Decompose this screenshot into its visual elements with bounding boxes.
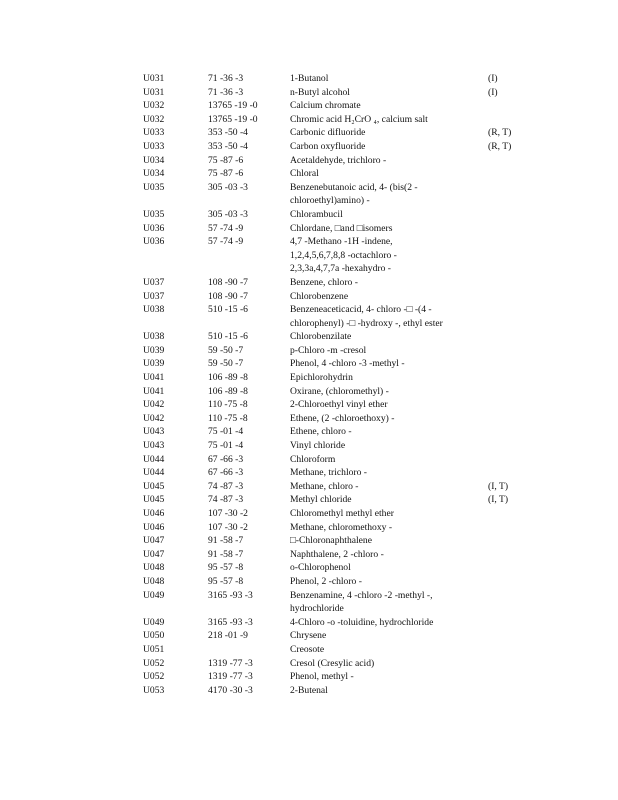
cas-number: 13765 -19 -0 [208,100,258,112]
cas-number: 3165 -93 -3 [208,589,253,601]
waste-code: U051 [143,643,165,655]
waste-code: U052 [143,671,165,683]
cas-number: 59 -50 -7 [208,344,244,356]
substance-name [290,629,488,643]
waste-code: U048 [143,562,165,574]
hazardous-waste-table [143,72,528,697]
hazard-code [488,466,528,480]
cas-number: 67 -66 -3 [208,453,244,465]
table-row [143,303,528,330]
substance-name-line: 2,3,3a,4,7,7a -hexahydro - [290,263,391,275]
substance-name-line: Carbonic difluoride [290,127,366,139]
substance-name [290,385,488,399]
substance-name [290,154,488,168]
substance-name-line: 2-Chloroethyl vinyl ether [290,399,388,411]
hazard-code [488,181,528,208]
hazard-code [488,371,528,385]
substance-name-line: 1-Butanol [290,73,329,84]
substance-name-line: Naphthalene, 2 -chloro - [290,548,384,560]
table-row [143,589,528,616]
substance-name-line: n-Butyl alcohol [290,86,350,98]
table-row [143,493,528,507]
hazard-code [488,330,528,344]
hazard-code [488,344,528,358]
cas-number: 13765 -19 -0 [208,113,258,125]
substance-name-line: Methane, chloro - [290,480,359,492]
substance-name-line: □-Chloronaphthalene [290,535,372,547]
table-row [143,86,528,100]
waste-code: U047 [143,535,165,547]
hazard-code: (R, T) [488,140,512,152]
waste-code: U037 [143,276,165,288]
waste-code: U045 [143,480,165,492]
hazard-code [488,412,528,426]
table-row [143,235,528,276]
cas-number: 75 -01 -4 [208,440,244,452]
table-row [143,453,528,467]
table-row [143,99,528,113]
cas-number [208,643,290,657]
waste-code: U034 [143,154,165,166]
substance-name [290,534,488,548]
substance-name-line: o-Chlorophenol [290,562,351,574]
substance-name-line: Chloromethyl methyl ether [290,508,394,519]
table-row [143,140,528,154]
substance-name [290,493,488,507]
cas-number: 75 -87 -6 [208,168,244,180]
hazard-code [488,357,528,371]
waste-code: U044 [143,467,165,479]
waste-code: U044 [143,453,165,465]
waste-code: U053 [143,684,165,696]
hazard-code [488,167,528,181]
hazard-code [488,575,528,589]
waste-code: U047 [143,548,165,560]
waste-code: U031 [143,86,165,98]
hazard-code [488,684,528,698]
substance-name [290,398,488,412]
cas-number: 106 -89 -8 [208,385,248,397]
table-row [143,167,528,181]
hazard-code [488,453,528,467]
substance-name [290,670,488,684]
waste-code: U037 [143,290,165,302]
cas-number: 108 -90 -7 [208,290,248,302]
substance-name [290,181,488,208]
waste-code: U043 [143,440,165,452]
substance-name [290,521,488,535]
table-row [143,330,528,344]
waste-code: U032 [143,100,165,112]
cas-number: 1319 -77 -3 [208,657,253,669]
substance-name-line: chloroethyl)amino) - [290,195,370,207]
table-row [143,439,528,453]
substance-name [290,453,488,467]
substance-name-line: Oxirane, (chloromethyl) - [290,385,389,397]
waste-code: U048 [143,575,165,587]
table-row [143,466,528,480]
substance-name-line: Epichlorohydrin [290,372,353,384]
cas-number: 353 -50 -4 [208,127,248,139]
cas-number: 4170 -30 -3 [208,684,253,696]
substance-name [290,480,488,494]
hazard-code: (I, T) [488,480,509,492]
cas-number: 305 -03 -3 [208,181,248,193]
table-row [143,643,528,657]
substance-name-line: Cresol (Cresylic acid) [290,657,375,669]
waste-code: U049 [143,616,165,628]
substance-name-line: Chromic acid H₂CrO ₄, calcium salt [290,113,428,125]
cas-number: 3165 -93 -3 [208,616,253,628]
waste-code: U052 [143,657,165,669]
hazard-code [488,303,528,330]
hazard-code [488,521,528,535]
cas-number: 91 -58 -7 [208,535,244,547]
substance-name [290,643,488,657]
waste-code: U038 [143,304,165,316]
cas-number: 110 -75 -8 [208,399,248,411]
table-row [143,575,528,589]
hazard-code [488,548,528,562]
hazard-code [488,589,528,616]
hazard-code: (I) [488,86,498,98]
substance-name-line: Phenol, 4 -chloro -3 -methyl - [290,358,405,370]
hazard-code: (I) [488,73,498,84]
substance-name [290,507,488,521]
table-row [143,72,528,86]
table-row [143,548,528,562]
cas-number: 110 -75 -8 [208,412,248,424]
waste-code: U041 [143,372,165,384]
table-row [143,371,528,385]
waste-code: U050 [143,630,165,642]
cas-number: 107 -30 -2 [208,521,248,533]
substance-name-line: chlorophenyl) -□ -hydroxy -, ethyl ester [290,317,443,329]
substance-name [290,99,488,113]
substance-name [290,371,488,385]
substance-name [290,425,488,439]
substance-name-line: hydrochloride [290,603,344,615]
hazard-code [488,99,528,113]
cas-number: 71 -36 -3 [208,86,244,98]
substance-name-line: Chlorobenzilate [290,331,352,343]
waste-code: U049 [143,589,165,601]
hazard-code [488,154,528,168]
substance-name-line: Benzeneaceticacid, 4- chloro -□ -(4 - [290,304,432,316]
substance-name-line: p-Chloro -m -cresol [290,344,367,356]
substance-name-line: Chloral [290,168,319,180]
table-row [143,181,528,208]
substance-name-line: Phenol, 2 -chloro - [290,575,362,587]
waste-code: U043 [143,426,165,438]
substance-name [290,575,488,589]
waste-code: U039 [143,344,165,356]
hazard-code [488,507,528,521]
table-row [143,126,528,140]
hazard-code [488,629,528,643]
substance-name-line: Chlorobenzene [290,290,349,302]
waste-code: U041 [143,385,165,397]
substance-name [290,113,488,127]
waste-code: U032 [143,113,165,125]
substance-name-line: Carbon oxyfluoride [290,140,366,152]
substance-name-line: Chloroform [290,453,336,465]
substance-name-line: Chlorambucil [290,208,343,220]
substance-name [290,86,488,100]
substance-name-line: 1,2,4,5,6,7,8,8 -octachloro - [290,249,397,261]
table-row [143,113,528,127]
hazard-code: (R, T) [488,127,512,139]
table-row [143,616,528,630]
cas-number: 71 -36 -3 [208,73,244,84]
waste-code: U035 [143,208,165,220]
substance-name [290,357,488,371]
substance-name-line: Benzenamine, 4 -chloro -2 -methyl -, [290,589,433,601]
substance-name [290,126,488,140]
hazard-code [488,561,528,575]
substance-name-line: Chrysene [290,630,327,642]
cas-number: 95 -57 -8 [208,562,244,574]
substance-name [290,344,488,358]
hazard-code [488,534,528,548]
substance-name [290,330,488,344]
substance-name [290,684,488,698]
cas-number: 305 -03 -3 [208,208,248,220]
waste-code: U038 [143,331,165,343]
substance-name-line: Acetaldehyde, trichloro - [290,154,387,166]
substance-name [290,222,488,236]
table-row [143,425,528,439]
substance-name [290,72,488,86]
table-body [143,72,528,697]
table-row [143,534,528,548]
hazard-code [488,398,528,412]
substance-name [290,235,488,276]
table-row [143,684,528,698]
substance-name-line: 4-Chloro -o -toluidine, hydrochloride [290,616,434,628]
cas-number: 107 -30 -2 [208,508,248,519]
hazard-code [488,657,528,671]
cas-number: 59 -50 -7 [208,358,244,370]
substance-name [290,466,488,480]
waste-code: U033 [143,127,165,139]
cas-number: 57 -74 -9 [208,222,244,234]
table-row [143,561,528,575]
hazard-code [488,385,528,399]
cas-number: 106 -89 -8 [208,372,248,384]
waste-code: U036 [143,222,165,234]
substance-name [290,208,488,222]
cas-number: 91 -58 -7 [208,548,244,560]
table-row [143,480,528,494]
table-row [143,154,528,168]
cas-number: 75 -01 -4 [208,426,244,438]
table-row [143,412,528,426]
substance-name-line: Benzenebutanoic acid, 4- (bis(2 - [290,181,418,193]
waste-code: U045 [143,494,165,506]
cas-number: 510 -15 -6 [208,331,248,343]
cas-number: 74 -87 -3 [208,480,244,492]
cas-number: 95 -57 -8 [208,575,244,587]
hazard-code [488,643,528,657]
table-row [143,222,528,236]
substance-name [290,589,488,616]
waste-code: U036 [143,236,165,248]
substance-name [290,303,488,330]
table-row [143,670,528,684]
cas-number: 353 -50 -4 [208,140,248,152]
waste-code: U031 [143,73,165,84]
substance-name [290,657,488,671]
table-row [143,385,528,399]
table-row [143,507,528,521]
substance-name-line: Chlordane, □and □isomers [290,222,393,234]
waste-code: U046 [143,508,165,519]
waste-code: U034 [143,168,165,180]
hazard-code [488,208,528,222]
cas-number: 57 -74 -9 [208,236,244,248]
cas-number: 67 -66 -3 [208,467,244,479]
cas-number: 510 -15 -6 [208,304,248,316]
table-row [143,208,528,222]
substance-name [290,140,488,154]
substance-name-line: Vinyl chloride [290,440,346,452]
waste-code: U042 [143,399,165,411]
cas-number: 74 -87 -3 [208,494,244,506]
substance-name-line: Ethene, (2 -chloroethoxy) - [290,412,395,424]
waste-code: U033 [143,140,165,152]
waste-code: U046 [143,521,165,533]
cas-number: 1319 -77 -3 [208,671,253,683]
substance-name-line: Benzene, chloro - [290,276,358,288]
table-row [143,629,528,643]
table-row [143,357,528,371]
substance-name [290,561,488,575]
substance-name-line: Ethene, chloro - [290,426,352,438]
hazard-code [488,290,528,304]
hazard-code [488,276,528,290]
substance-name [290,616,488,630]
hazard-code [488,439,528,453]
substance-name [290,548,488,562]
substance-name-line: Methane, chloromethoxy - [290,521,393,533]
waste-code: U035 [143,181,165,193]
hazard-code: (I, T) [488,494,509,506]
hazard-code [488,113,528,127]
substance-name [290,167,488,181]
cas-number: 75 -87 -6 [208,154,244,166]
substance-name-line: Calcium chromate [290,100,361,112]
table-row [143,276,528,290]
hazard-code [488,235,528,276]
hazard-code [488,670,528,684]
table-row [143,521,528,535]
waste-code: U039 [143,358,165,370]
substance-name-line: 4,7 -Methano -1H -indene, [290,236,393,248]
substance-name-line: Methane, trichloro - [290,467,367,479]
substance-name [290,276,488,290]
substance-name-line: Methyl chloride [290,494,352,506]
cas-number: 108 -90 -7 [208,276,248,288]
substance-name [290,412,488,426]
cas-number: 218 -01 -9 [208,630,248,642]
table-row [143,344,528,358]
hazard-code [488,425,528,439]
substance-name-line: Phenol, methyl - [290,671,354,683]
substance-name [290,439,488,453]
substance-name-line: 2-Butenal [290,684,328,696]
table-row [143,657,528,671]
substance-name [290,290,488,304]
hazard-code [488,616,528,630]
waste-code: U042 [143,412,165,424]
hazard-code [488,222,528,236]
table-row [143,398,528,412]
table-row [143,290,528,304]
substance-name-line: Creosote [290,643,325,655]
